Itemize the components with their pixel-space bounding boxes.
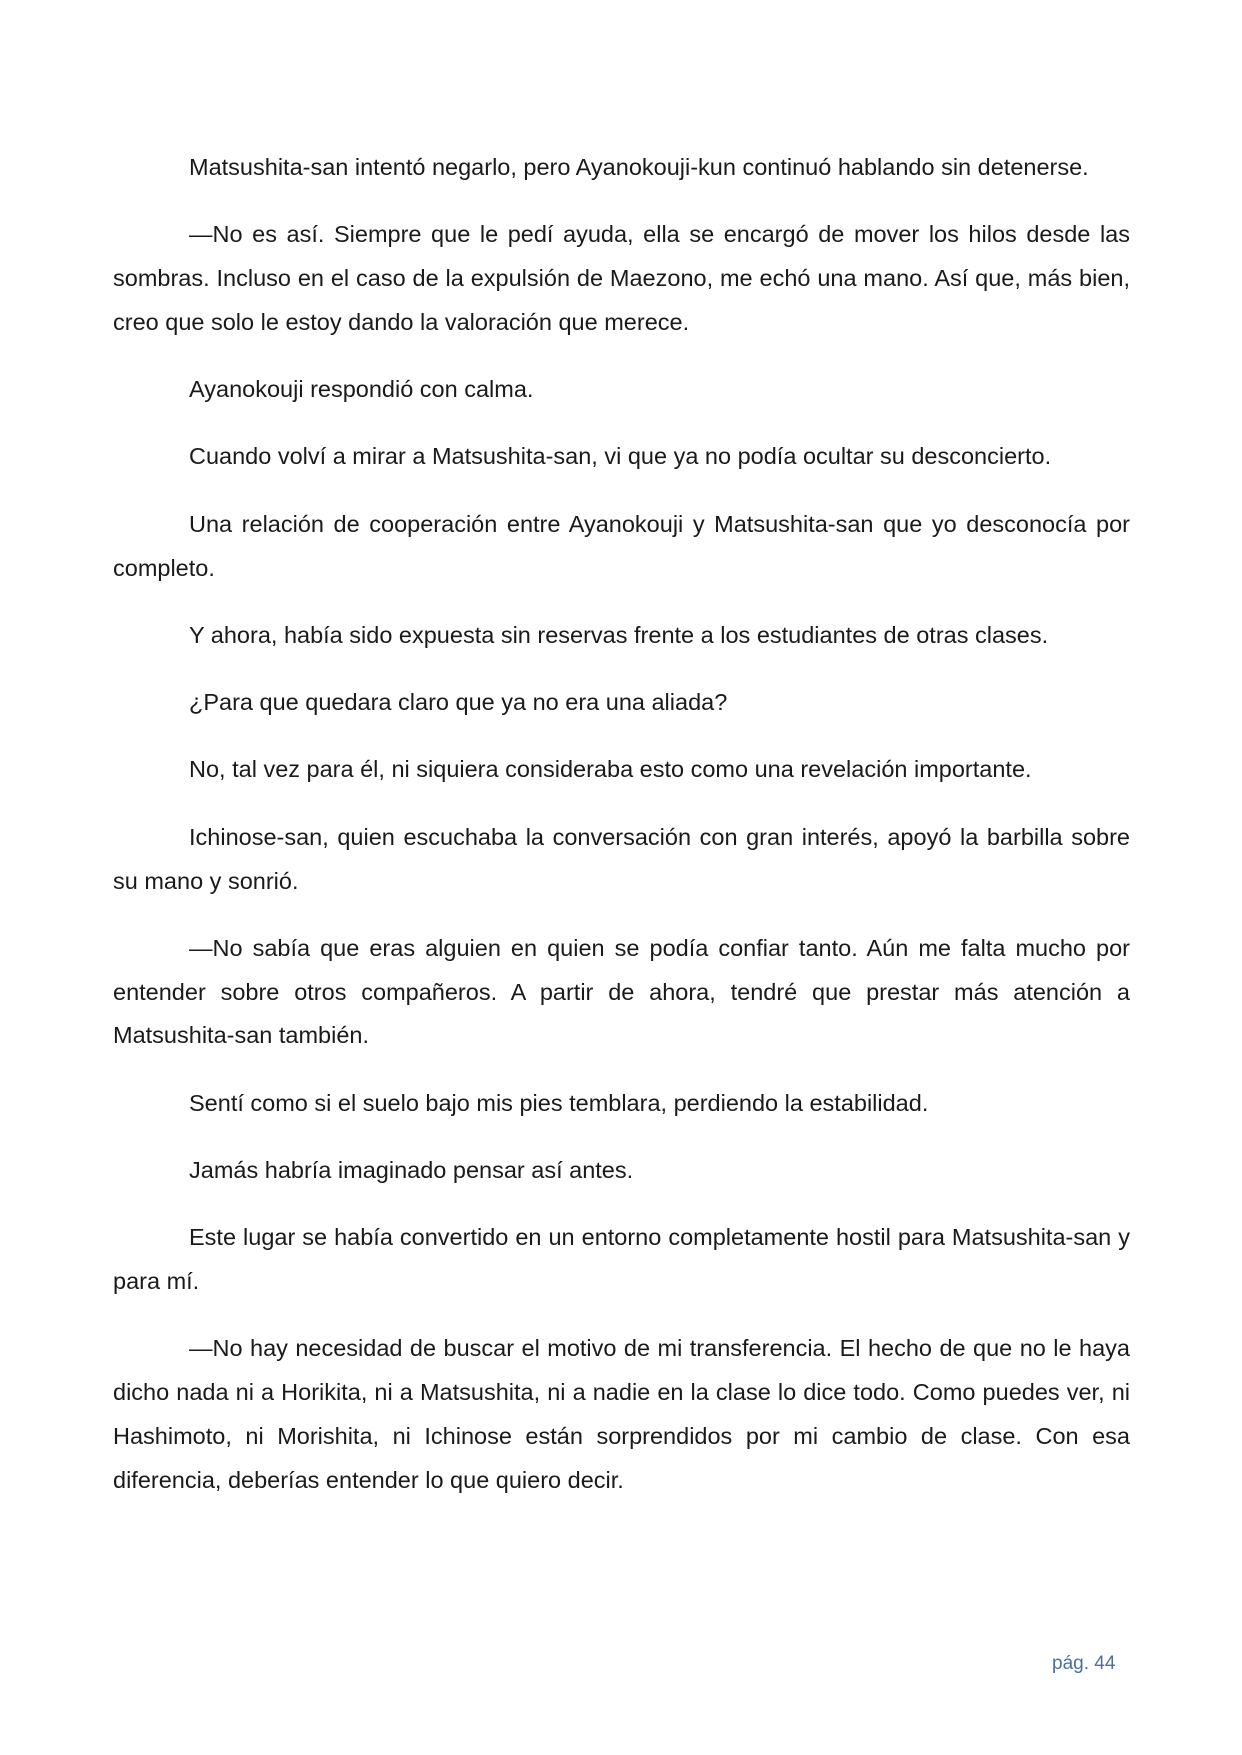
paragraph: —No es así. Siempre que le pedí ayuda, ella se encargó de mover los hilos desde las sombras. Incluso en el caso de la expulsión de Maezono, me echó una mano. Así que, más bien, creo que solo le estoy dando la valoración que merece. [113, 221, 1130, 335]
paragraph: Este lugar se había convertido en un entorno completamente hostil para Matsushita-san y para mí. [113, 1224, 1130, 1295]
paragraph: Jamás habría imaginado pensar así antes. [189, 1157, 634, 1184]
paragraph: Una relación de cooperación entre Ayanokouji y Matsushita-san que yo desconocía por completo. [113, 510, 1130, 581]
paragraph: ¿Para que quedara claro que ya no era una aliada? [189, 689, 728, 716]
paragraph: Y ahora, había sido expuesta sin reservas frente a los estudiantes de otras clases. [189, 621, 1049, 648]
paragraph: Matsushita-san intentó negarlo, pero Ayanokouji-kun continuó hablando sin detenerse. [189, 154, 1089, 180]
paragraph: —No hay necesidad de buscar el motivo de mi transferencia. El hecho de que no le haya dicho nada ni a Horikita, ni a Matsushita, ni a nadie en la clase lo dice todo. Como puedes ver, ni Hashimoto, ni Morishita, ni Ichinose están sorprendidos por mi cambio de clase. Con esa diferencia, deberías entender lo que quiero decir. [113, 1335, 1130, 1493]
body-text [113, 146, 1130, 1526]
paragraph: Cuando volví a mirar a Matsushita-san, vi que ya no podía ocultar su desconcierto. [189, 443, 1052, 470]
paragraph: —No sabía que eras alguien en quien se podía confiar tanto. Aún me falta mucho por entender sobre otros compañeros. A partir de ahora, tendré que prestar más atención a Matsushita-san también. [113, 934, 1130, 1049]
paragraph: Ayanokouji respondió con calma. [189, 376, 534, 403]
page-number: pág. 44 [1052, 1653, 1116, 1674]
paragraph: Ichinose-san, quien escuchaba la conversación con gran interés, apoyó la barbilla sobre su mano y sonrió. [113, 823, 1130, 894]
paragraph: No, tal vez para él, ni siquiera consideraba esto como una revelación importante. [189, 756, 1032, 783]
paragraph: Sentí como si el suelo bajo mis pies temblara, perdiendo la estabilidad. [189, 1089, 929, 1116]
